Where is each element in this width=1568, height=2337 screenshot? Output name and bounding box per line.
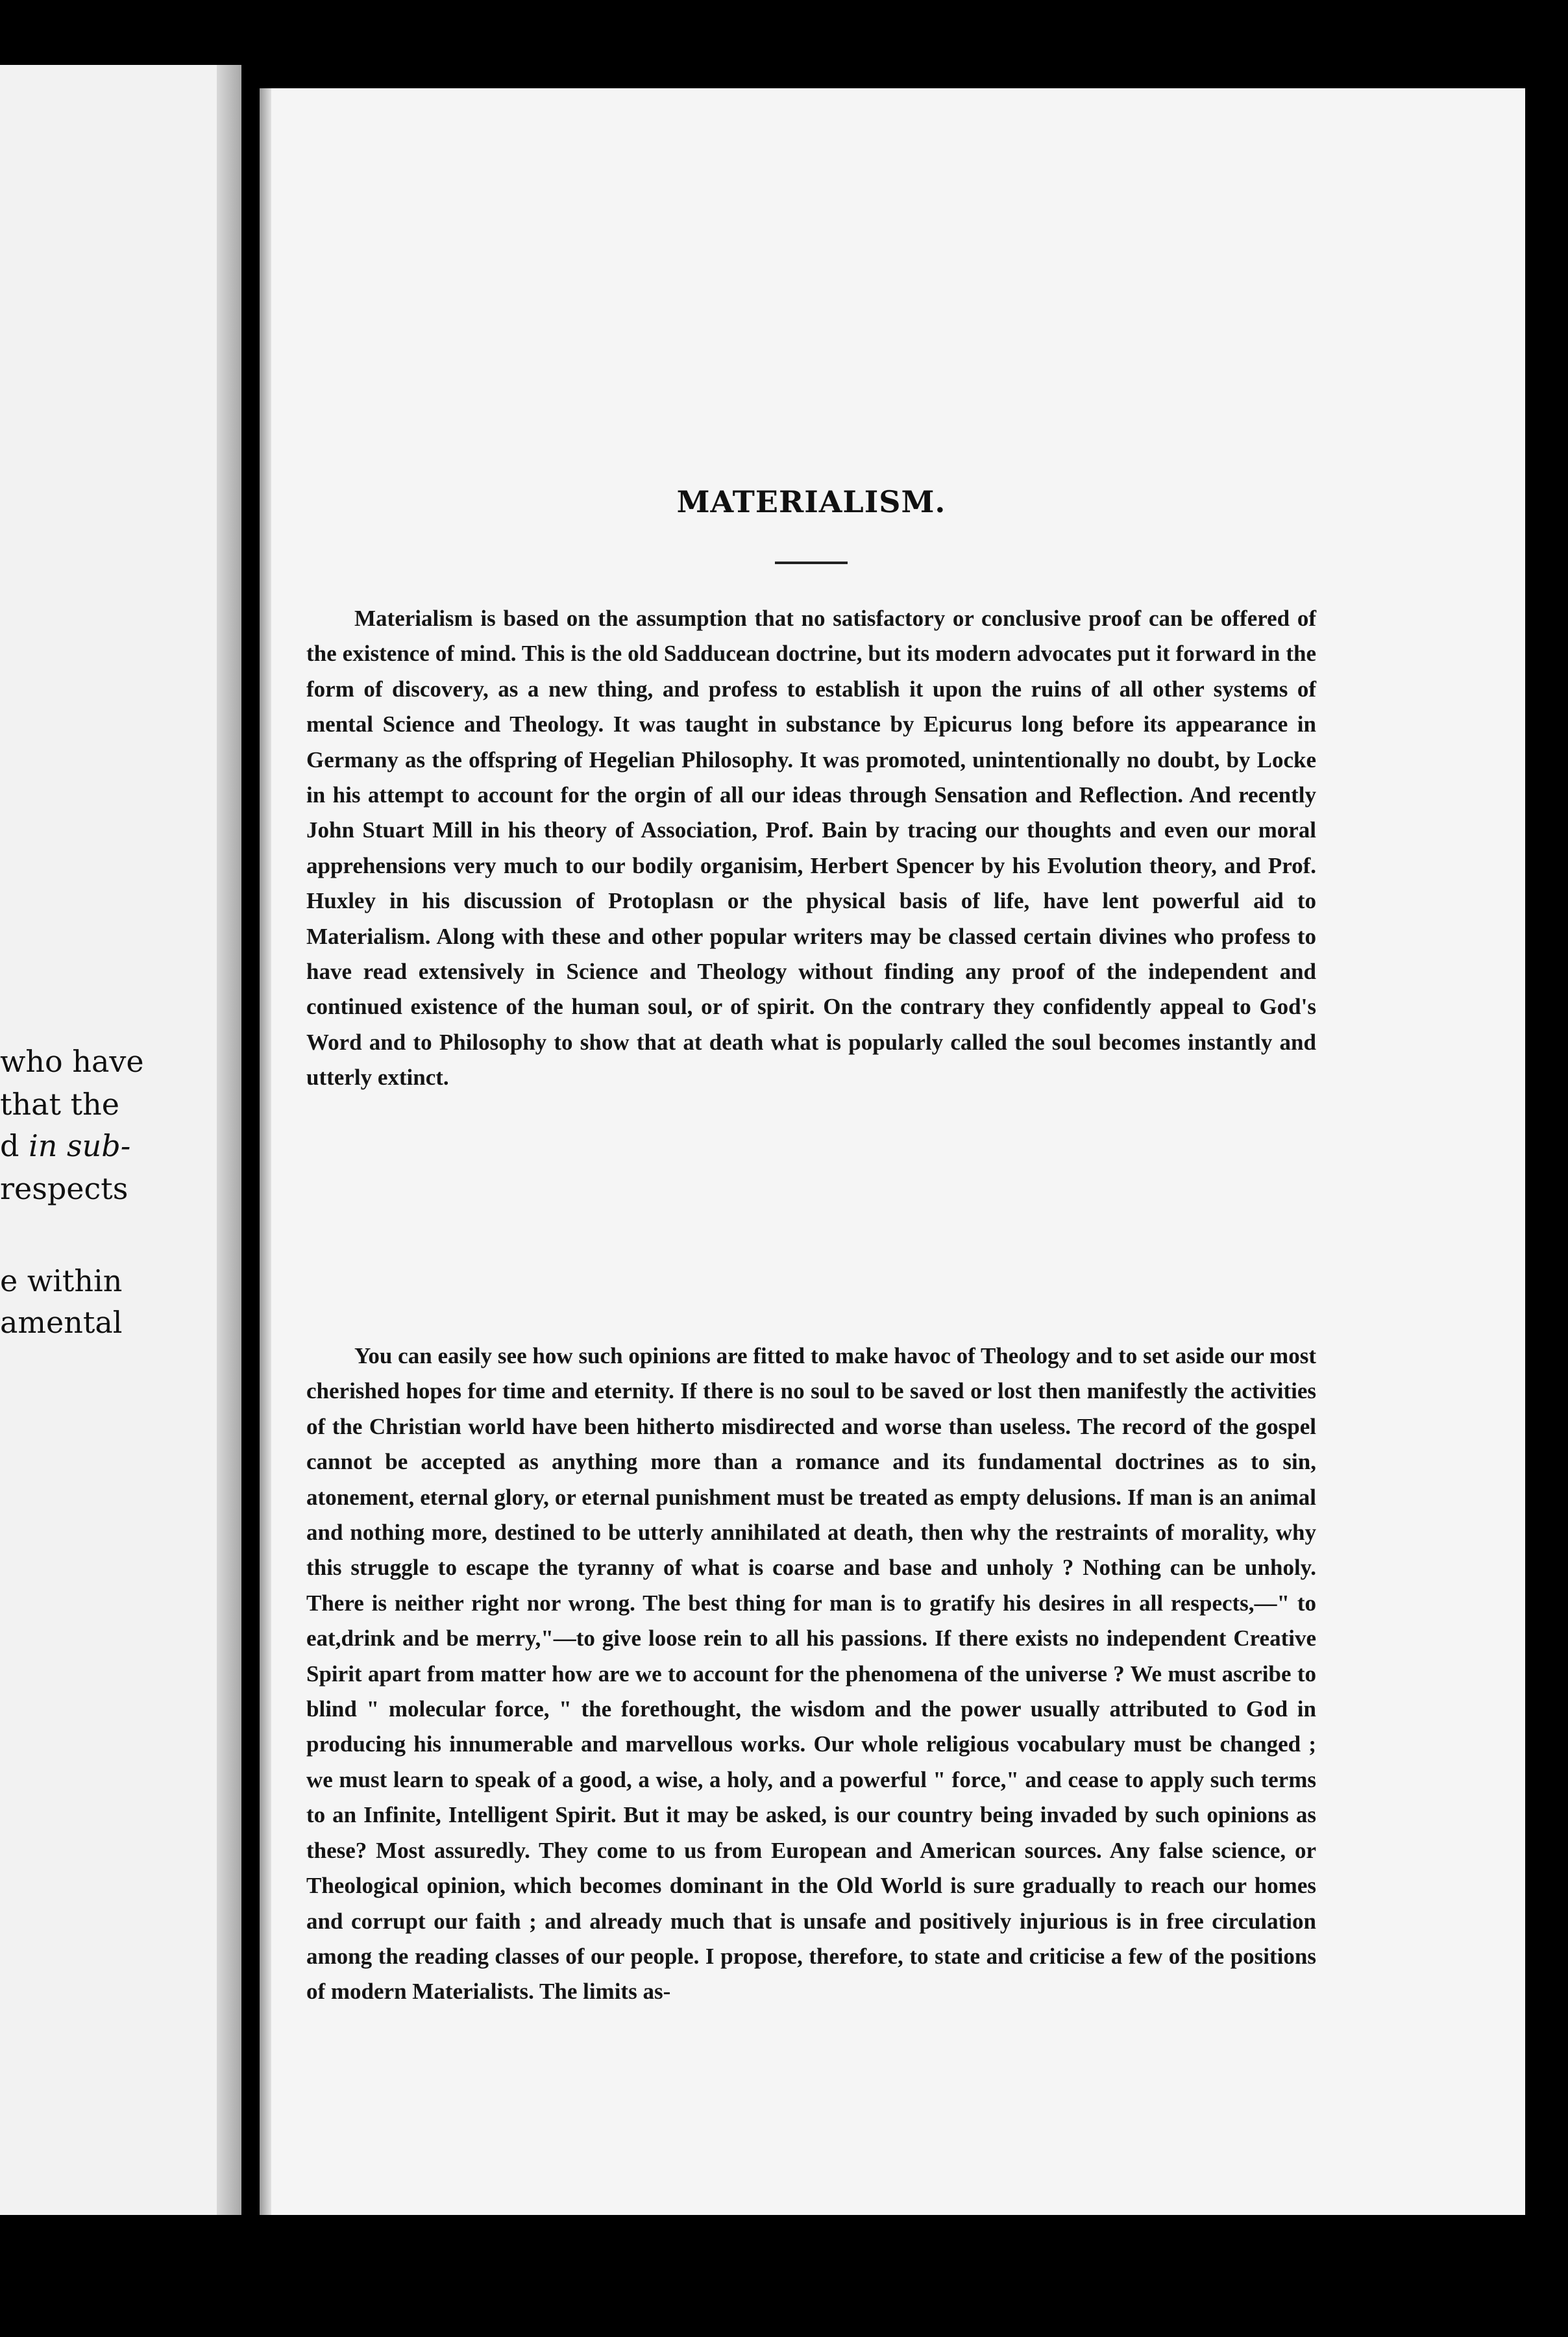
paragraph-2: You can easily see how such opinions are fitted to make havoc of Theology and to set aside our most cherished hopes for time and eternity. If there is no soul to be saved or lost then manifestly the activities of the Christian world have been hitherto misdirected and worse than useless. The record of the gospel cannot be accepted as anything more than a romance and its fundamental doctrines as to sin, atonement, eternal glory, or eternal punishment must be treated as empty delusions. If man is an animal and nothing more, destined to be utterly annihilated at death, then why the restraints of morality, why this struggle to escape the tyranny of what is coarse and base and unholy ? Nothing can be unholy. There is neither right nor wrong. The best thing for man is to gratify his desires in all respects,—" to eat,drink and be merry,"—to give loose rein to all his passions. If there exists no independent Creative Spirit apart from matter how are we to account for the phenomena of the universe ? We must ascribe to blind " molecular force, " the forethought, the wisdom and the power usually attributed to God in producing his innumerable and marvellous works. Our whole religious vocabulary must be changed ; we must learn to speak of a good, a wise, a holy, and a powerful " force," and cease to apply such terms to an Infinite, Intelligent Spirit. But it may be asked, is our country being invaded by such opinions as these? Most assuredly. They come to us from European and American sources. Any false science, or Theological opinion, which becomes dominant in the Old World is sure gradually to reach our homes and corrupt our faith ; and already much that is unsafe and positively injurious is in free circulation among the reading classes of our people. I propose, therefore, to state and criticise a few of the positions of modern Materialists. The limits as-: [306, 1343, 1316, 2005]
left-page-line-text: d: [0, 1128, 29, 1163]
paragraph-1: Materialism is based on the assumption that no satisfactory or conclusive proof can be offered of the existence of mind. This is the old Sadducean doctrine, but its modern advocates put it forward in the form of discovery, as a new thing, and profess to establish it upon the ruins of all other systems of mental Science and Theology. It was taught in substance by Epicurus long before its appearance in Germany as the offspring of Hegelian Philosophy. It was promoted, unintentionally no doubt, by Locke in his attempt to account for the orgin of all our ideas through Sensation and Reflection. And recently John Stuart Mill in his theory of Association, Prof. Bain by tracing our thoughts and even our moral apprehensions very much to our bodily organisim, Herbert Spencer by his Evolution theory, and Prof. Huxley in his discussion of Protoplasn or the physical basis of life, have lent powerful aid to Materialism. Along with these and other popular writers may be classed certain divines who profess to have read extensively in Science and Theology without finding any proof of the independent and continued existence of the human soul, or of spirit. On the contrary they confidently appeal to God's Word and to Philosophy to show that at death what is popularly called the soul becomes instantly and utterly extinct.: [306, 606, 1316, 1091]
page-gutter-shadow: [217, 65, 241, 2215]
left-page-line: amental: [0, 1305, 123, 1340]
left-page-line: [0, 1128, 130, 1163]
page-edge-shadow: [260, 88, 271, 2215]
left-page-line: that the: [0, 1087, 119, 1122]
title-rule: [775, 562, 848, 564]
previous-page-fragment: [0, 65, 241, 2215]
left-page-line: respects: [0, 1171, 129, 1206]
document-title: MATERIALISM.: [676, 484, 946, 519]
left-page-line: e within: [0, 1263, 123, 1298]
left-page-line-italic: in sub-: [29, 1128, 131, 1163]
document-page: [260, 88, 1525, 2215]
left-page-line: who have: [0, 1044, 144, 1079]
